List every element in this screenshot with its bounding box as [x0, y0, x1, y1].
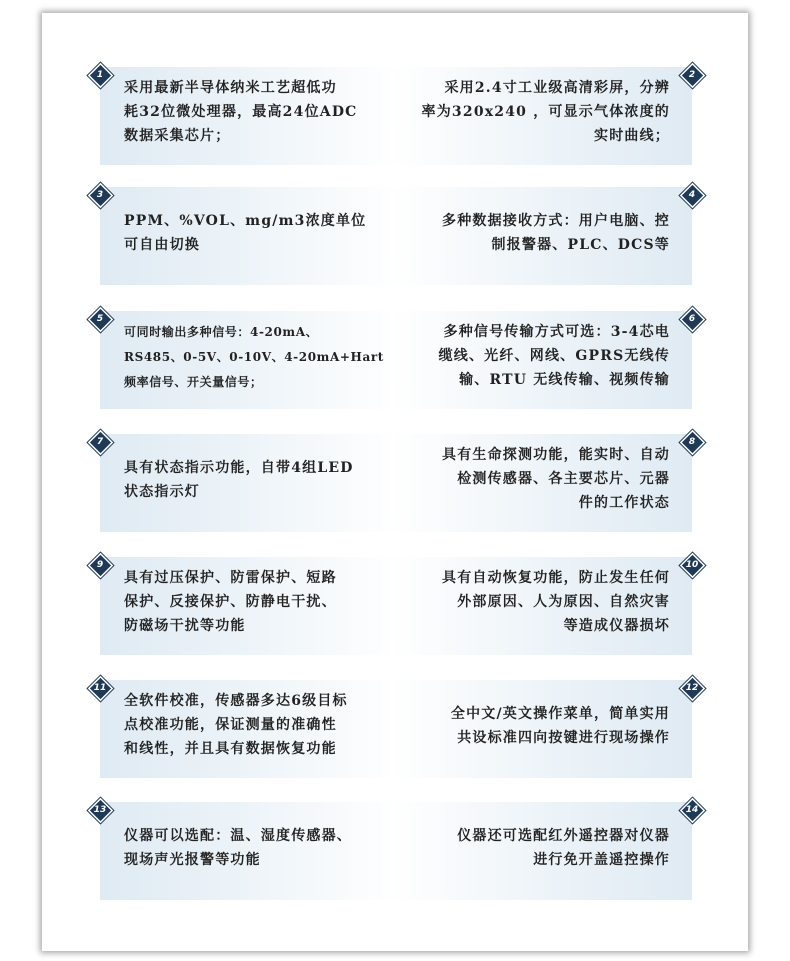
feature-text-line: 具有生命探测功能，能实时、自动 [442, 447, 670, 463]
feature-number: 3 [96, 190, 104, 200]
feature-text-line: 和线性，并且具有数据恢复功能 [124, 741, 337, 757]
feature-text-line: 全中文/英文操作菜单，简单实用 [450, 706, 670, 722]
feature-text-line: 保护、反接保护、防静电干扰、 [124, 594, 337, 610]
feature-number: 14 [685, 805, 699, 815]
feature-number: 13 [93, 805, 107, 815]
feature-card-3 [100, 187, 402, 285]
feature-text-line: 频率信号、开关量信号； [124, 375, 263, 389]
feature-text-line: 实时曲线； [594, 128, 670, 144]
feature-text-line: 检测传感器、各主要芯片、元器 [457, 471, 670, 487]
feature-number: 2 [688, 70, 696, 80]
feature-card-7 [100, 434, 402, 532]
feature-text-line: 现场声光报警等功能 [124, 852, 261, 868]
feature-card-1 [100, 67, 402, 165]
feature-text-line: 具有状态指示功能，自带4组LED [124, 460, 354, 476]
feature-number: 8 [688, 437, 696, 447]
feature-text-line: 耗32位微处理器，最高24位ADC [124, 104, 358, 120]
feature-text-line: 防磁场干扰等功能 [124, 618, 246, 634]
feature-card-9 [100, 557, 402, 655]
feature-text-line: 仪器还可选配红外遥控器对仪器 [457, 828, 670, 844]
feature-number: 4 [688, 190, 696, 200]
feature-text-line: 输、RTU 无线传输、视频传输 [459, 372, 670, 388]
feature-card-5 [100, 311, 402, 409]
feature-card-4 [390, 187, 692, 285]
feature-text-line: PPM、%VOL、mg/m3浓度单位 [124, 213, 367, 229]
feature-text-line: 点校准功能，保证测量的准确性 [124, 717, 337, 733]
feature-text-line: RS485、0-5V、0-10V、4-20mA+Hart [124, 350, 384, 364]
feature-card-10 [390, 557, 692, 655]
feature-number: 12 [685, 683, 699, 693]
feature-card-12 [390, 680, 692, 778]
feature-text-line: 可自由切换 [124, 237, 200, 253]
feature-text-line: 缆线、光纤、网线、GPRS无线传 [438, 348, 670, 364]
feature-number: 1 [96, 70, 104, 80]
feature-text-line: 制报警器、PLC、DCS等 [491, 237, 670, 253]
feature-text-line: 多种信号传输方式可选：3-4芯电 [443, 324, 670, 340]
feature-text-line: 全软件校准，传感器多达6级目标 [124, 693, 348, 709]
feature-text-line: 率为320x240 ，可显示气体浓度的 [421, 104, 670, 120]
feature-text-line: 进行免开盖遥控操作 [533, 852, 670, 868]
feature-text-line: 件的工作状态 [578, 495, 670, 511]
feature-text-line: 多种数据接收方式：用户电脑、控 [442, 213, 670, 229]
feature-text-line: 采用2.4寸工业级高清彩屏，分辨 [444, 80, 670, 96]
feature-card-2 [390, 67, 692, 165]
feature-text-line: 采用最新半导体纳米工艺超低功 [124, 80, 337, 96]
feature-card-13 [100, 802, 402, 900]
feature-number: 5 [96, 314, 104, 324]
feature-number: 7 [96, 437, 104, 447]
feature-number: 9 [96, 560, 104, 570]
feature-text-line: 数据采集芯片； [124, 128, 231, 144]
feature-card-11 [100, 680, 402, 778]
feature-text-line: 可同时输出多种信号：4-20mA、 [124, 325, 319, 339]
feature-text-line: 仪器可以选配：温、湿度传感器、 [124, 828, 352, 844]
feature-text-line: 外部原因、人为原因、自然灾害 [457, 594, 670, 610]
feature-card-8 [390, 434, 692, 532]
feature-text-line: 状态指示灯 [124, 484, 200, 500]
feature-text-line: 共设标准四向按键进行现场操作 [457, 730, 670, 746]
feature-number: 10 [685, 560, 699, 570]
feature-text-line: 具有过压保护、防雷保护、短路 [124, 570, 337, 586]
feature-number: 11 [93, 683, 107, 693]
feature-card-6 [390, 311, 692, 409]
feature-number: 6 [688, 314, 696, 324]
feature-text-line: 等造成仪器损坏 [563, 618, 670, 634]
feature-text-line: 具有自动恢复功能，防止发生任何 [442, 570, 670, 586]
feature-card-14 [390, 802, 692, 900]
